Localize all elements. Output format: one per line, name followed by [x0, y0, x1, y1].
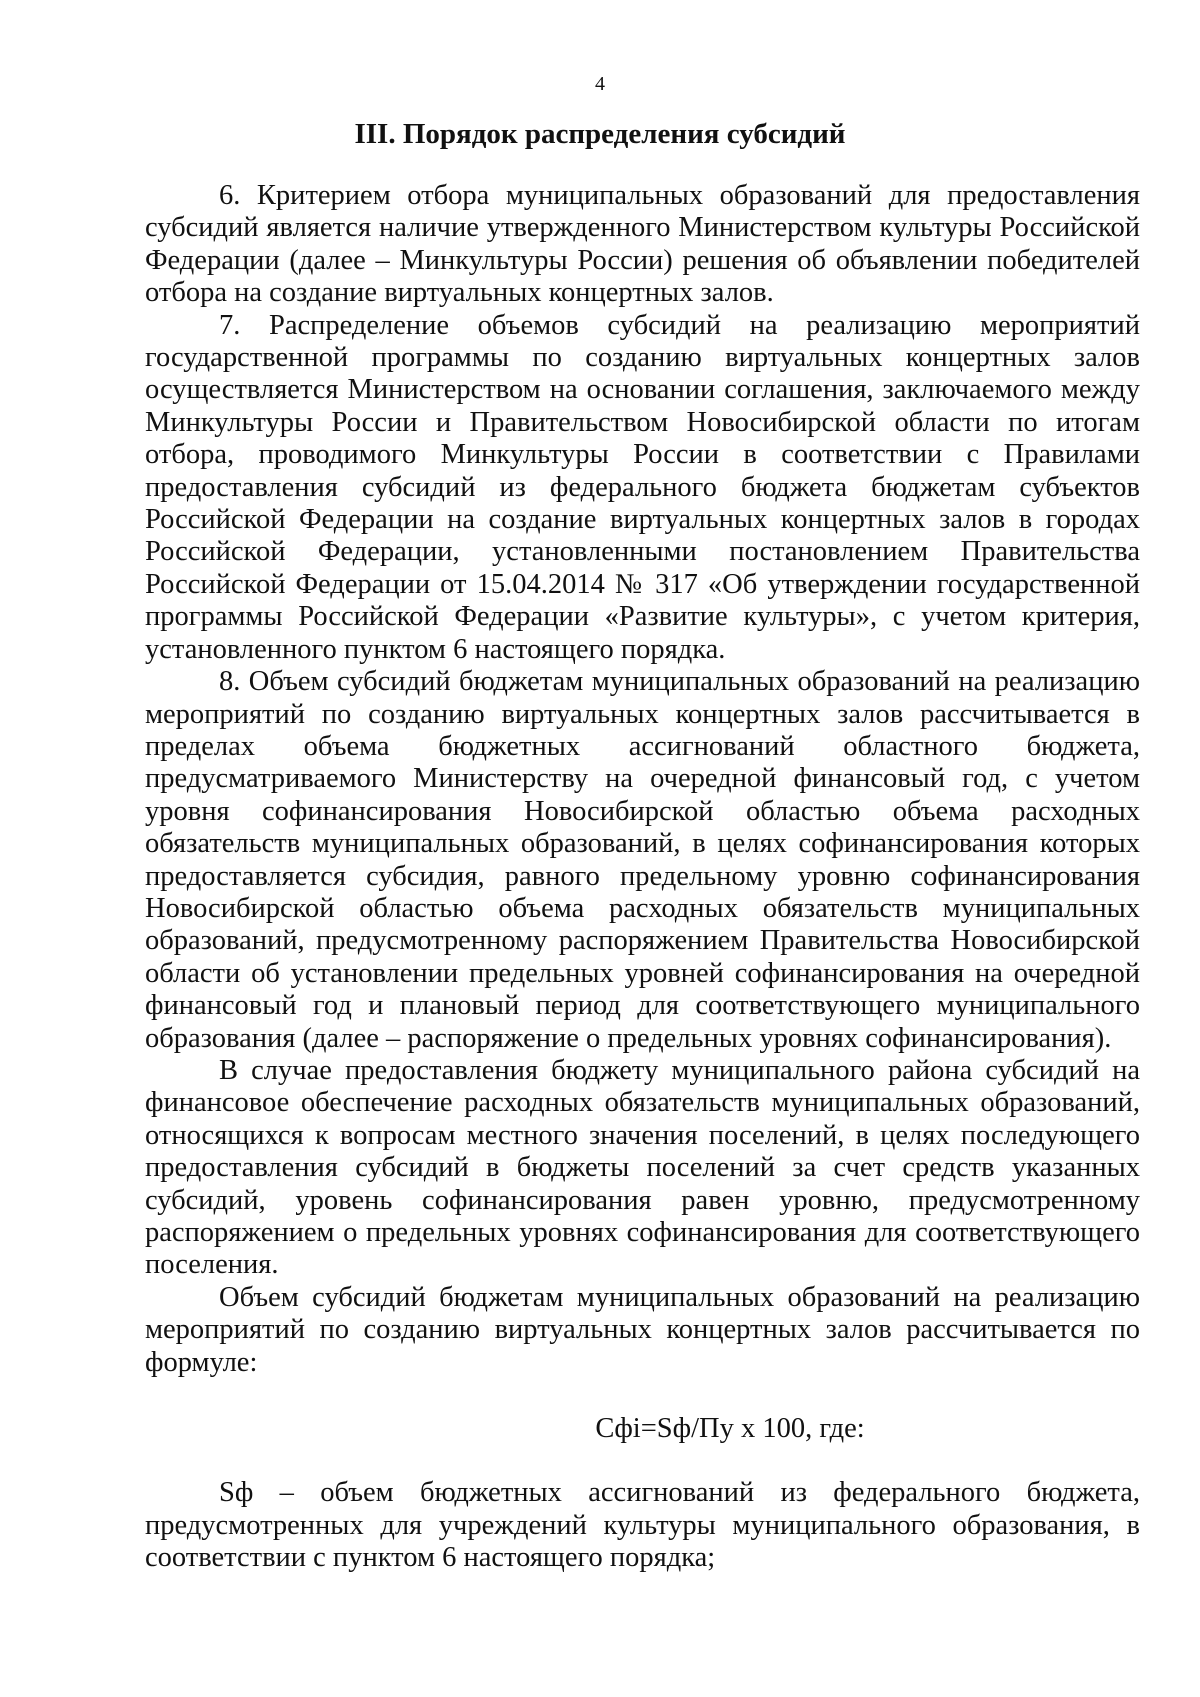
- paragraph-7: 7. Распределение объемов субсидий на реализацию мероприятий государственной программы по созданию виртуальных концертных залов осуществляется Министерством на основании соглашения, заключаемого между Минкультуры России и Правительством Новосибирской области по итогам отбора, проводимого Минкультуры России в соответствии с Правилами предоставления субсидий из федерального бюджета бюджетам субъектов Российской Федерации на создание виртуальных концертных залов в городах Российской Федерации, установленными постановлением Правительства Российской Федерации от 15.04.2014 № 317 «Об утверждении государственной программы Российской Федерации «Развитие культуры», с учетом критерия, установленного пунктом 6 настоящего порядка.: [145, 309, 1140, 665]
- paragraph-8: 8. Объем субсидий бюджетам муниципальных образований на реализацию мероприятий по созданию виртуальных концертных залов рассчитывается в пределах объема бюджетных ассигнований областного бюджета, предусматриваемого Министерству на очередной финансовый год, с учетом уровня софинансирования Новосибирской областью объема расходных обязательств муниципальных образований, в целях софинансирования которых предоставляется субсидия, равного предельному уровню софинансирования Новосибирской областью объема расходных обязательств муниципальных образований, предусмотренному распоряжением Правительства Новосибирской области об установлении предельных уровней софинансирования на очередной финансовый год и плановый период для соответствующего муниципального образования (далее – распоряжение о предельных уровнях софинансирования).: [145, 666, 1140, 1054]
- section-heading: III. Порядок распределения субсидий: [354, 118, 846, 150]
- paragraph-6: 6. Критерием отбора муниципальных образований для предоставления субсидий является наличие утвержденного Министерством культуры Российской Федерации (далее – Минкультуры России) решения об объявлении победителей отбора на создание виртуальных концертных залов.: [145, 180, 1140, 309]
- paragraph-formula-intro: Объем субсидий бюджетам муниципальных образований на реализацию мероприятий по созданию виртуальных концертных залов рассчитывается по формуле:: [145, 1281, 1140, 1378]
- paragraph-sf-definition: Sф – объем бюджетных ассигнований из федерального бюджета, предусмотренных для учреждений культуры муниципального образования, в соответствии с пунктом 6 настоящего порядка;: [145, 1477, 1140, 1574]
- formula: Сфi=Sф/Пу х 100, где:: [595, 1413, 865, 1445]
- page-number: 4: [595, 73, 605, 95]
- document-body: [145, 180, 1140, 1575]
- paragraph-case: В случае предоставления бюджету муниципального района субсидий на финансовое обеспечение расходных обязательств муниципальных образований, относящихся к вопросам местного значения поселений, в целях последующего предоставления субсидий в бюджеты поселений за счет средств указанных субсидий, уровень софинансирования равен уровню, предусмотренному распоряжением о предельных уровнях софинансирования для соответствующего поселения.: [145, 1054, 1140, 1281]
